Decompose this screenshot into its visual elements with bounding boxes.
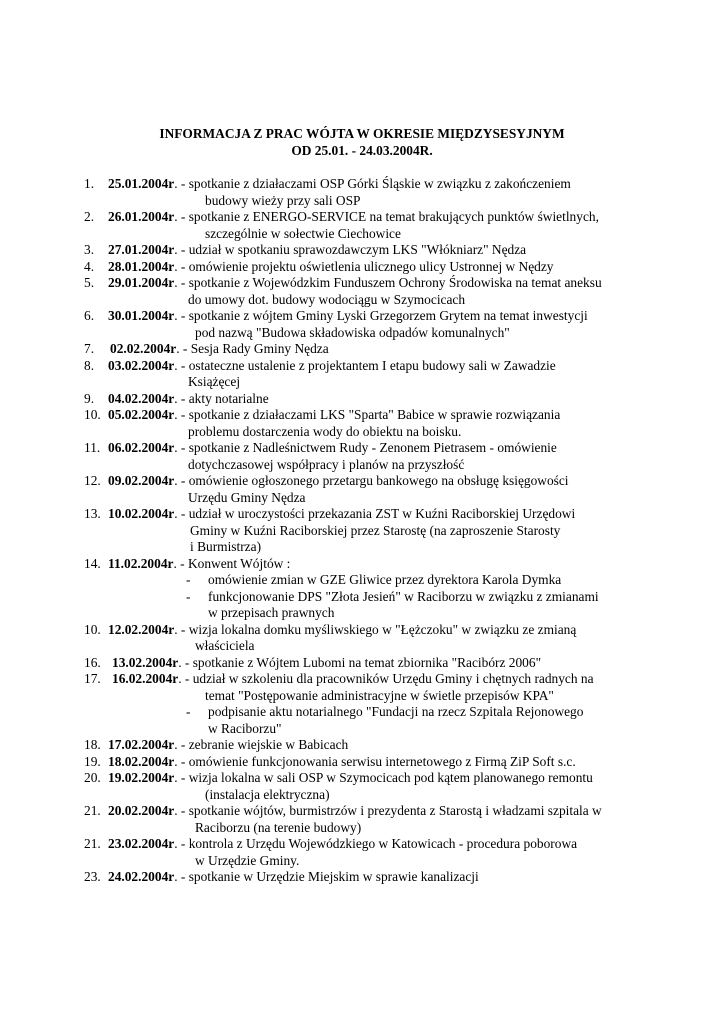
bullet-dash: - xyxy=(186,588,191,604)
item-description: . - omówienie projektu oświetlenia ulicznego ulicy Ustronnej w Nędzy xyxy=(174,258,554,274)
item-description: . - omówienie funkcjonowania serwisu internetowego z Firmą ZiP Soft s.c. xyxy=(174,753,576,769)
bullet-dash: - xyxy=(186,572,191,587)
item-date: 24.02.2004r xyxy=(108,869,175,884)
sub-item xyxy=(0,589,724,622)
item-description: . - spotkanie wójtów, burmistrzów i prezydenta z Starostą i władzami szpitala w xyxy=(174,803,602,818)
item-date: 17.02.2004r xyxy=(108,737,175,752)
list-item xyxy=(0,391,724,408)
item-description: . - spotkanie z ENERGO-SERVICE na temat brakujących punktów świetlnych, xyxy=(174,209,599,224)
item-first-line xyxy=(0,671,724,688)
list-item xyxy=(0,622,724,655)
item-number: 11. xyxy=(84,440,101,455)
item-first-line xyxy=(0,737,724,754)
item-date: 13.02.2004r xyxy=(112,654,179,670)
item-description: . - udział w spotkaniu sprawozdawczym LKS "Włókniarz" Nędza xyxy=(174,242,527,257)
item-description: . - spotkanie z Nadleśnictwem Rudy - Zenonem Pietrasem - omówienie xyxy=(174,440,557,455)
item-continuation: budowy wieży przy sali OSP xyxy=(205,192,361,208)
item-number: 3. xyxy=(84,242,95,257)
list-item xyxy=(0,754,724,771)
sub-item-text: podpisanie aktu notarialnego "Fundacji na rzecz Szpitala Rejonowego xyxy=(208,704,584,719)
item-date: 02.02.2004r xyxy=(110,341,177,356)
item-first-line xyxy=(0,341,724,358)
document-subtitle: OD 25.01. - 24.03.2004R. xyxy=(291,143,433,158)
list-item xyxy=(0,275,724,308)
item-description: . - ostateczne ustalenie z projektantem I etapu budowy sali w Zawadzie xyxy=(174,357,556,373)
item-number: 10. xyxy=(84,407,101,422)
item-continuation: szczególnie w sołectwie Ciechowice xyxy=(205,225,401,241)
list-item xyxy=(0,506,724,556)
item-description: . - akty notarialne xyxy=(174,390,269,406)
item-first-line xyxy=(0,803,724,820)
item-number: 1. xyxy=(84,176,95,191)
list-item xyxy=(0,176,724,209)
item-first-line xyxy=(0,869,724,886)
sub-item-text: omówienie zmian w GZE Gliwice przez dyrektora Karola Dymka xyxy=(208,572,562,587)
item-continuation: Książęcej xyxy=(188,374,241,389)
item-first-line xyxy=(0,622,724,639)
list-item xyxy=(0,440,724,473)
item-first-line xyxy=(0,275,724,292)
list-item xyxy=(0,242,724,259)
list-item xyxy=(0,803,724,836)
bullet-dash: - xyxy=(186,704,191,719)
list-item xyxy=(0,209,724,242)
item-number: 9. xyxy=(84,390,95,406)
list-item xyxy=(0,671,724,737)
list-item xyxy=(0,358,724,391)
item-number: 19. xyxy=(84,753,101,769)
item-date: 29.01.2004r xyxy=(108,275,175,290)
item-first-line xyxy=(0,358,724,375)
item-date: 26.01.2004r xyxy=(108,209,175,224)
item-number: 14. xyxy=(84,555,101,571)
sub-item xyxy=(0,704,724,737)
item-continuation: do umowy dot. budowy wodociągu w Szymocicach xyxy=(188,291,466,307)
list-item xyxy=(0,341,724,358)
item-first-line xyxy=(0,407,724,424)
list-item xyxy=(0,556,724,622)
item-date: 04.02.2004r xyxy=(108,390,175,406)
item-date: 09.02.2004r xyxy=(108,473,175,488)
item-number: 8. xyxy=(84,357,95,373)
item-first-line xyxy=(0,209,724,226)
item-first-line xyxy=(0,391,724,408)
item-number: 20. xyxy=(84,770,101,785)
sub-item xyxy=(0,572,724,589)
item-date: 23.02.2004r xyxy=(108,836,175,851)
item-description: . - wizja lokalna w sali OSP w Szymocicach pod kątem planowanego remontu xyxy=(174,770,593,785)
item-description: . - spotkanie z działaczami LKS "Sparta" Babice w sprawie rozwiązania xyxy=(174,407,561,422)
item-number: 2. xyxy=(84,209,95,224)
item-first-line xyxy=(0,176,724,193)
item-number: 23. xyxy=(84,869,101,884)
item-description: . - spotkanie w Urzędzie Miejskim w sprawie kanalizacji xyxy=(174,869,479,884)
item-description: . - kontrola z Urzędu Wojewódzkiego w Katowicach - procedura poborowa xyxy=(174,836,578,851)
list-item xyxy=(0,655,724,672)
item-description: . - spotkanie z Wojewódzkim Funduszem Ochrony Środowiska na temat aneksu xyxy=(174,275,602,290)
item-date: 25.01.2004r xyxy=(108,176,175,191)
document-title: INFORMACJA Z PRAC WÓJTA W OKRESIE MIĘDZYSESYJNYM xyxy=(159,126,565,141)
item-first-line xyxy=(0,506,724,523)
item-description: . - Konwent Wójtów : xyxy=(173,555,291,571)
item-date: 10.02.2004r xyxy=(108,506,175,521)
item-date: 19.02.2004r xyxy=(108,770,175,785)
list-item xyxy=(0,308,724,341)
sub-item-text: w przepisach prawnych xyxy=(208,605,335,620)
item-description: . - spotkanie z Wójtem Lubomi na temat zbiornika "Racibórz 2006" xyxy=(178,654,542,670)
item-first-line xyxy=(0,770,724,787)
item-date: 16.02.2004r xyxy=(112,671,179,686)
item-first-line xyxy=(0,473,724,490)
item-description: . - zebranie wiejskie w Babicach xyxy=(174,737,349,752)
list-item xyxy=(0,770,724,803)
item-number: 16. xyxy=(84,654,101,670)
item-date: 18.02.2004r xyxy=(108,753,175,769)
item-number: 12. xyxy=(84,473,101,488)
item-date: 30.01.2004r xyxy=(108,308,175,323)
item-date: 06.02.2004r xyxy=(108,440,175,455)
item-continuation: Urzędu Gminy Nędza xyxy=(188,489,306,505)
item-continuation: Raciborzu (na terenie budowy) xyxy=(195,819,362,835)
item-number: 5. xyxy=(84,275,95,290)
item-number: 13. xyxy=(84,506,101,521)
item-continuation: pod nazwą "Budowa składowiska odpadów komunalnych" xyxy=(195,324,510,340)
item-description: . - spotkanie z działaczami OSP Górki Śląskie w związku z zakończeniem xyxy=(174,176,571,191)
item-continuation: dotychczasowej współpracy i planów na przyszłość xyxy=(188,456,465,472)
item-continuation: w Urzędzie Gminy. xyxy=(195,852,300,868)
item-description: . - omówienie ogłoszonego przetargu bankowego na obsługę księgowości xyxy=(174,473,569,488)
item-first-line xyxy=(0,556,724,573)
sub-item-text: funkcjonowanie DPS "Złota Jesień" w Raciborzu w związku z zmianami xyxy=(208,588,599,604)
item-continuation: temat "Postępowanie administracyjne w świetle przepisów KPA" xyxy=(205,687,554,703)
item-date: 28.01.2004r xyxy=(108,258,175,274)
item-first-line xyxy=(0,242,724,259)
item-number: 21. xyxy=(84,836,101,851)
item-first-line xyxy=(0,754,724,771)
item-continuation: i Burmistrza) xyxy=(190,539,262,554)
activity-list xyxy=(0,176,724,886)
item-continuation: (instalacja elektryczna) xyxy=(205,786,330,802)
item-first-line xyxy=(0,655,724,672)
item-description: . - udział w uroczystości przekazania ZST w Kuźni Raciborskiej Urzędowi xyxy=(174,506,576,521)
item-number: 6. xyxy=(84,308,95,323)
item-continuation: problemu dostarczenia wody do obiektu na boisku. xyxy=(188,423,462,439)
item-description: . - wizja lokalna domku myśliwskiego w "Łężczoku" w związku ze zmianą xyxy=(174,621,577,637)
item-date: 05.02.2004r xyxy=(108,407,175,422)
list-item xyxy=(0,259,724,276)
item-date: 11.02.2004r xyxy=(108,555,174,571)
item-date: 03.02.2004r xyxy=(108,357,175,373)
item-number: 10. xyxy=(84,621,101,637)
item-date: 27.01.2004r xyxy=(108,242,175,257)
sub-item-text: w Raciborzu" xyxy=(208,720,282,736)
list-item xyxy=(0,473,724,506)
item-description: . - spotkanie z wójtem Gminy Lyski Grzegorzem Grytem na temat inwestycji xyxy=(174,308,588,323)
item-description: . - udział w szkoleniu dla pracowników Urzędu Gminy i chętnych radnych na xyxy=(178,671,594,686)
item-number: 7. xyxy=(84,341,95,356)
item-number: 21. xyxy=(84,803,101,818)
list-item xyxy=(0,869,724,886)
list-item xyxy=(0,836,724,869)
item-first-line xyxy=(0,440,724,457)
item-number: 18. xyxy=(84,737,101,752)
item-continuation: właściciela xyxy=(195,638,255,653)
item-first-line xyxy=(0,259,724,276)
item-first-line xyxy=(0,836,724,853)
item-date: 20.02.2004r xyxy=(108,803,175,818)
list-item xyxy=(0,737,724,754)
list-item xyxy=(0,407,724,440)
item-first-line xyxy=(0,308,724,325)
item-date: 12.02.2004r xyxy=(108,621,175,637)
item-continuation: Gminy w Kuźni Raciborskiej przez Starostę (na zaproszenie Starosty xyxy=(190,522,561,538)
item-description: . - Sesja Rady Gminy Nędza xyxy=(176,341,329,356)
item-number: 4. xyxy=(84,258,95,274)
item-number: 17. xyxy=(84,671,101,686)
